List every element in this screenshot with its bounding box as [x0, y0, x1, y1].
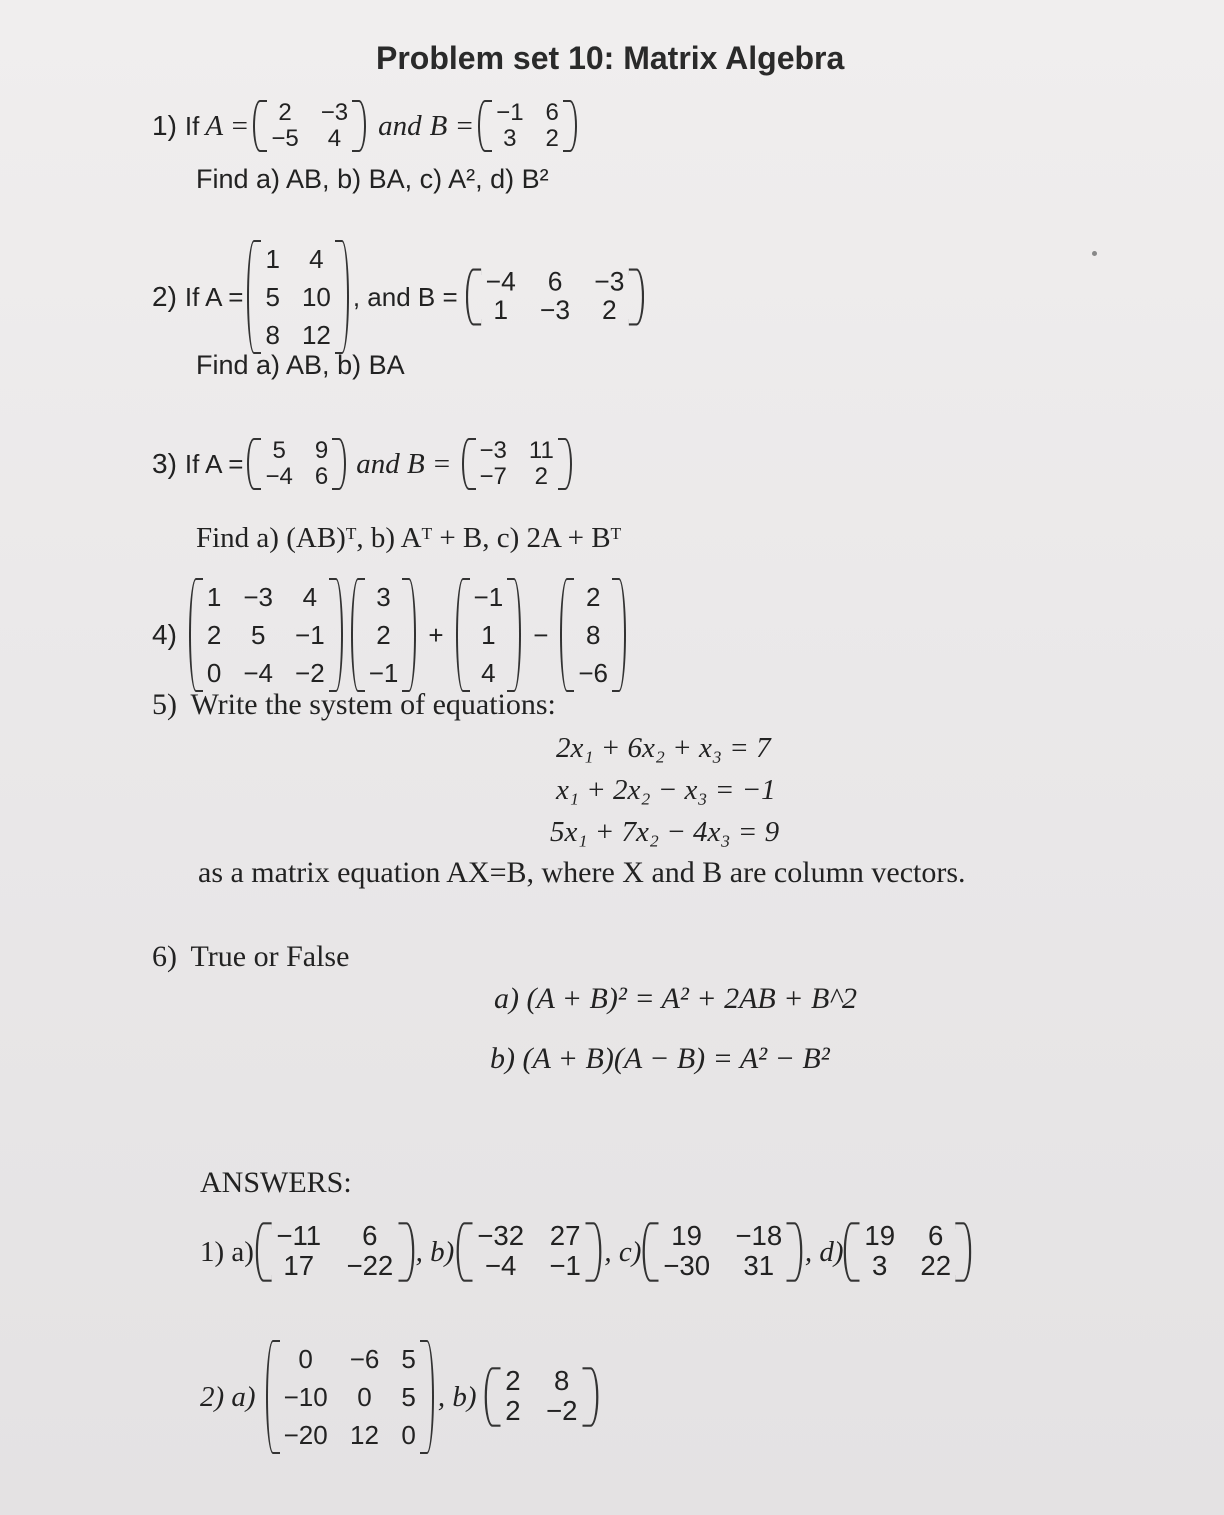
problem-2-matrix-a-cell: 5 — [265, 282, 280, 312]
problem-4-vector-1-left-paren — [351, 578, 365, 692]
problem-2-matrix-a-cell: 10 — [301, 282, 331, 312]
problem-4-vector-1-cell: 2 — [376, 620, 391, 650]
problem-4-matrix-cell: −2 — [295, 658, 325, 688]
page-title: Problem set 10: Matrix Algebra — [376, 40, 845, 76]
problem-3-matrix-b — [462, 438, 572, 490]
answer-1b-matrix-grid — [473, 1222, 586, 1282]
answer-1c-matrix-right-paren — [787, 1222, 803, 1282]
problem-1-and: and — [378, 109, 422, 142]
problem-2-matrix-b-cell: 2 — [601, 295, 617, 326]
answer-2a-matrix — [266, 1340, 434, 1454]
answer-2b-matrix-left-paren — [485, 1367, 501, 1427]
answer-1 — [200, 1220, 971, 1282]
problem-4-vector-2-cell: 1 — [481, 620, 496, 650]
problem-1-matrix-b-cell: 3 — [503, 125, 517, 152]
problem-4-vector-3-left-paren — [560, 578, 574, 692]
problem-2-find: Find a) AB, b) BA — [196, 350, 405, 380]
problem-6-text: True or False — [190, 940, 350, 973]
problem-3-matrix-a-cell: 9 — [314, 437, 329, 464]
problem-1-matrix-a-left-paren — [253, 100, 267, 152]
equation-2: x₁ + 2x₂ − x₃ = −1 — [556, 774, 776, 806]
problem-6 — [152, 940, 349, 974]
problem-5-text: Write the system of equations: — [190, 688, 556, 721]
problem-4-vector-2-cell: −1 — [473, 582, 504, 612]
problem-2 — [152, 240, 640, 354]
answer-2 — [200, 1340, 595, 1454]
answer-1b-matrix-right-paren — [586, 1222, 602, 1282]
answer-2a-matrix-right-paren — [420, 1340, 434, 1454]
answer-1d-matrix — [843, 1222, 971, 1282]
answer-1c-matrix-grid — [659, 1222, 787, 1282]
answer-1b-label: , b) — [415, 1235, 455, 1268]
problem-5-tail: as a matrix equation AX=B, where X and B are column vectors. — [198, 856, 966, 889]
answer-2-label: 2) a) — [200, 1380, 256, 1413]
pen-mark — [1092, 251, 1097, 256]
answer-1d-label: , d) — [804, 1235, 844, 1268]
answer-1b-matrix-cell: −32 — [477, 1220, 525, 1252]
problem-4-vector-1-cell: −1 — [368, 658, 399, 688]
answer-1d-matrix-right-paren — [955, 1222, 971, 1282]
problem-2-matrix-a-cell: 8 — [265, 320, 280, 350]
problem-4-vector-3-grid — [574, 578, 612, 692]
problem-1-matrix-b-grid — [492, 100, 563, 152]
problem-4-vector-1 — [351, 578, 417, 692]
problem-4-vector-2 — [456, 578, 522, 692]
problem-1-a-eq: A = — [205, 109, 250, 142]
problem-4-matrix-cell: 2 — [206, 620, 222, 650]
answer-1a-matrix-cell: 17 — [283, 1250, 315, 1282]
problem-1-matrix-a-cell: 4 — [327, 125, 342, 152]
problem-4-vector-1-grid — [365, 578, 403, 692]
problem-2-matrix-b-cell: −3 — [539, 295, 570, 326]
answer-1d-matrix-cell: 3 — [871, 1250, 887, 1282]
problem-2-matrix-a-right-paren — [335, 240, 349, 354]
problem-2-matrix-b-left-paren — [466, 268, 481, 325]
answer-2a-matrix-cell: 5 — [401, 1382, 416, 1412]
answer-1c-matrix-left-paren — [643, 1222, 659, 1282]
problem-1 — [152, 100, 581, 152]
problem-4-matrix-cell: 4 — [302, 582, 318, 612]
problem-3-matrix-a-left-paren — [247, 438, 261, 490]
equation-3: 5x₁ + 7x₂ − 4x₃ = 9 — [550, 816, 780, 848]
answer-1a-matrix-right-paren — [398, 1222, 414, 1282]
problem-1-matrix-b-cell: −1 — [496, 99, 524, 126]
answer-2b-matrix-cell: 2 — [505, 1395, 522, 1427]
answer-1b-matrix-cell: −4 — [485, 1250, 517, 1282]
answer-2a-matrix-cell: −10 — [283, 1382, 328, 1412]
problem-4-matrix-cell: −3 — [243, 582, 274, 612]
answer-2b-matrix-cell: 8 — [554, 1365, 570, 1397]
problem-4-matrix-cell: −1 — [295, 620, 325, 650]
problem-2-matrix-a-cell: 4 — [309, 244, 324, 274]
problem-4-matrix-cell: −4 — [243, 658, 274, 688]
problem-1-find: Find a) AB, b) BA, c) A², d) B² — [196, 164, 549, 194]
answer-1c-matrix-cell: −30 — [663, 1250, 711, 1282]
problem-4-matrix-cell: 1 — [206, 582, 222, 612]
problem-2-and: , and B = — [352, 281, 458, 312]
problem-4-matrix-cell: 5 — [250, 620, 266, 650]
answer-1a-matrix-grid — [272, 1222, 398, 1282]
problem-4-vector-3-cell: 2 — [585, 582, 601, 612]
problem-3-matrix-a-cell: 6 — [314, 463, 329, 490]
problem-2-if: If A = — [184, 281, 244, 312]
answer-1c-matrix-cell: −18 — [735, 1220, 783, 1252]
answer-2a-matrix-cell: −20 — [283, 1420, 328, 1450]
problem-3-matrix-b-cell: 2 — [534, 463, 549, 490]
answer-2b-matrix-right-paren — [583, 1367, 599, 1427]
problem-4-vector-3-cell: −6 — [578, 658, 609, 688]
answer-1b-matrix-cell: −1 — [549, 1250, 582, 1282]
problem-4-vector-1-cell: 3 — [376, 582, 391, 612]
problem-4-vector-3-cell: 8 — [585, 620, 601, 650]
problem-3-if: If A = — [184, 448, 244, 479]
answer-1c-label: , c) — [604, 1235, 642, 1268]
problem-3-matrix-b-cell: 11 — [528, 437, 554, 464]
problem-2-matrix-b-grid — [481, 268, 629, 325]
problem-2-matrix-a-cell: 12 — [301, 320, 331, 350]
problem-3-matrix-b-cell: −3 — [479, 437, 507, 464]
problem-1-matrix-b-cell: 2 — [545, 125, 559, 152]
problem-1-number: 1) — [152, 110, 177, 141]
problem-1-matrix-b — [478, 100, 577, 152]
answer-2a-matrix-grid — [280, 1340, 420, 1454]
problem-4-matrix-right-paren — [329, 578, 343, 692]
answer-1a-matrix-left-paren — [256, 1222, 272, 1282]
problem-3-matrix-a-grid — [261, 438, 332, 490]
problem-1-b-eq: B = — [429, 109, 475, 142]
problem-2-matrix-b — [466, 268, 644, 325]
problem-4-matrix-cell: 0 — [206, 658, 222, 688]
problem-1-matrix-a-right-paren — [352, 100, 366, 152]
answer-1a-matrix-cell: −22 — [346, 1250, 394, 1282]
answer-2a-matrix-cell: 5 — [401, 1344, 416, 1374]
problem-3-matrix-b-cell: −7 — [479, 463, 507, 490]
problem-3-and: and B = — [356, 447, 452, 480]
problem-6a: a) (A + B)² = A² + 2AB + B^2 — [494, 982, 857, 1015]
answer-2b-matrix-cell: −2 — [546, 1395, 578, 1427]
answer-1-label: 1) a) — [200, 1235, 254, 1268]
problem-1-if: If — [184, 110, 200, 141]
equation-1: 2x₁ + 6x₂ + x₃ = 7 — [556, 732, 771, 764]
problem-4-matrix — [189, 578, 343, 692]
problem-5 — [152, 688, 556, 722]
answer-1c-matrix — [643, 1222, 803, 1282]
answer-2b-matrix — [485, 1367, 599, 1427]
answer-1d-matrix-cell: 19 — [863, 1220, 895, 1252]
answer-1b-matrix-left-paren — [457, 1222, 473, 1282]
problem-3-matrix-b-right-paren — [558, 438, 572, 490]
problem-4-vector-2-grid — [470, 578, 508, 692]
problem-4-matrix-left-paren — [189, 578, 203, 692]
problem-4-vector-2-left-paren — [456, 578, 470, 692]
answer-1d-matrix-left-paren — [843, 1222, 859, 1282]
problem-1-matrix-a — [253, 100, 366, 152]
answer-1b-matrix — [457, 1222, 602, 1282]
problem-1-matrix-b-right-paren — [563, 100, 577, 152]
problem-2-matrix-b-cell: 6 — [547, 267, 563, 297]
answer-2a-matrix-cell: 12 — [350, 1420, 379, 1450]
problem-1-matrix-b-left-paren — [478, 100, 492, 152]
answer-1c-matrix-cell: 31 — [743, 1250, 775, 1282]
problem-1-matrix-a-cell: −5 — [271, 125, 299, 152]
answer-2b-matrix-grid — [501, 1367, 582, 1427]
problem-3-matrix-b-grid — [476, 438, 558, 490]
problem-2-matrix-a-grid — [261, 240, 334, 354]
answer-2a-matrix-left-paren — [266, 1340, 280, 1454]
problem-3 — [152, 438, 576, 490]
problem-4-vector-3-right-paren — [612, 578, 626, 692]
answer-1d-matrix-grid — [859, 1222, 955, 1282]
answer-1c-matrix-cell: 19 — [671, 1220, 703, 1252]
answer-2a-matrix-cell: 0 — [298, 1344, 313, 1374]
problem-4-vector-3 — [560, 578, 626, 692]
answer-1d-matrix-cell: 6 — [927, 1220, 943, 1252]
problem-2-matrix-a — [247, 240, 348, 354]
problem-3-matrix-b-left-paren — [462, 438, 476, 490]
answer-1b-matrix-cell: 27 — [550, 1220, 581, 1252]
problem-2-matrix-b-cell: −4 — [485, 267, 516, 297]
problem-1-matrix-b-cell: 6 — [545, 99, 559, 126]
answer-2b-label: , b) — [437, 1380, 477, 1413]
problem-3-matrix-a-right-paren — [332, 438, 346, 490]
answers-heading: ANSWERS: — [200, 1166, 352, 1199]
problem-4-number: 4) — [152, 619, 177, 650]
answer-2b-matrix-cell: 2 — [505, 1365, 522, 1397]
problem-6b: b) (A + B)(A − B) = A² − B² — [490, 1042, 830, 1075]
answer-2a-matrix-cell: −6 — [349, 1344, 380, 1374]
problem-4-vector-1-right-paren — [402, 578, 416, 692]
answer-1a-matrix-cell: 6 — [362, 1220, 378, 1252]
problem-2-matrix-a-left-paren — [247, 240, 261, 354]
problem-4-matrix-grid — [203, 578, 329, 692]
answer-2a-matrix-cell: 0 — [401, 1420, 416, 1450]
problem-1-matrix-a-cell: −3 — [320, 99, 349, 126]
problem-4 — [152, 578, 630, 692]
problem-4-plus: + — [428, 619, 444, 650]
answer-1d-matrix-cell: 22 — [919, 1250, 951, 1282]
problem-6-number: 6) — [152, 940, 177, 973]
problem-2-number: 2) — [152, 281, 177, 312]
problem-3-find: Find a) (AB)ᵀ, b) Aᵀ + B, c) 2A + Bᵀ — [196, 522, 622, 554]
answer-1a-matrix-cell: −11 — [276, 1220, 322, 1252]
problem-2-matrix-b-cell: 1 — [493, 295, 508, 326]
problem-4-minus: − — [533, 619, 549, 650]
problem-1-matrix-a-grid — [267, 100, 352, 152]
problem-2-matrix-b-cell: −3 — [593, 267, 625, 297]
problem-2-matrix-a-cell: 1 — [265, 244, 280, 274]
problem-5-number: 5) — [152, 688, 177, 721]
problem-4-vector-2-cell: 4 — [481, 658, 496, 688]
problem-3-number: 3) — [152, 448, 177, 479]
answer-1a-matrix — [256, 1222, 414, 1282]
problem-1-matrix-a-cell: 2 — [278, 99, 292, 126]
problem-3-matrix-a-cell: −4 — [265, 463, 293, 490]
problem-2-matrix-b-right-paren — [629, 268, 644, 325]
problem-3-matrix-a — [247, 438, 346, 490]
problem-4-vector-2-right-paren — [507, 578, 521, 692]
problem-3-matrix-a-cell: 5 — [272, 437, 286, 464]
answer-2a-matrix-cell: 0 — [357, 1382, 372, 1412]
